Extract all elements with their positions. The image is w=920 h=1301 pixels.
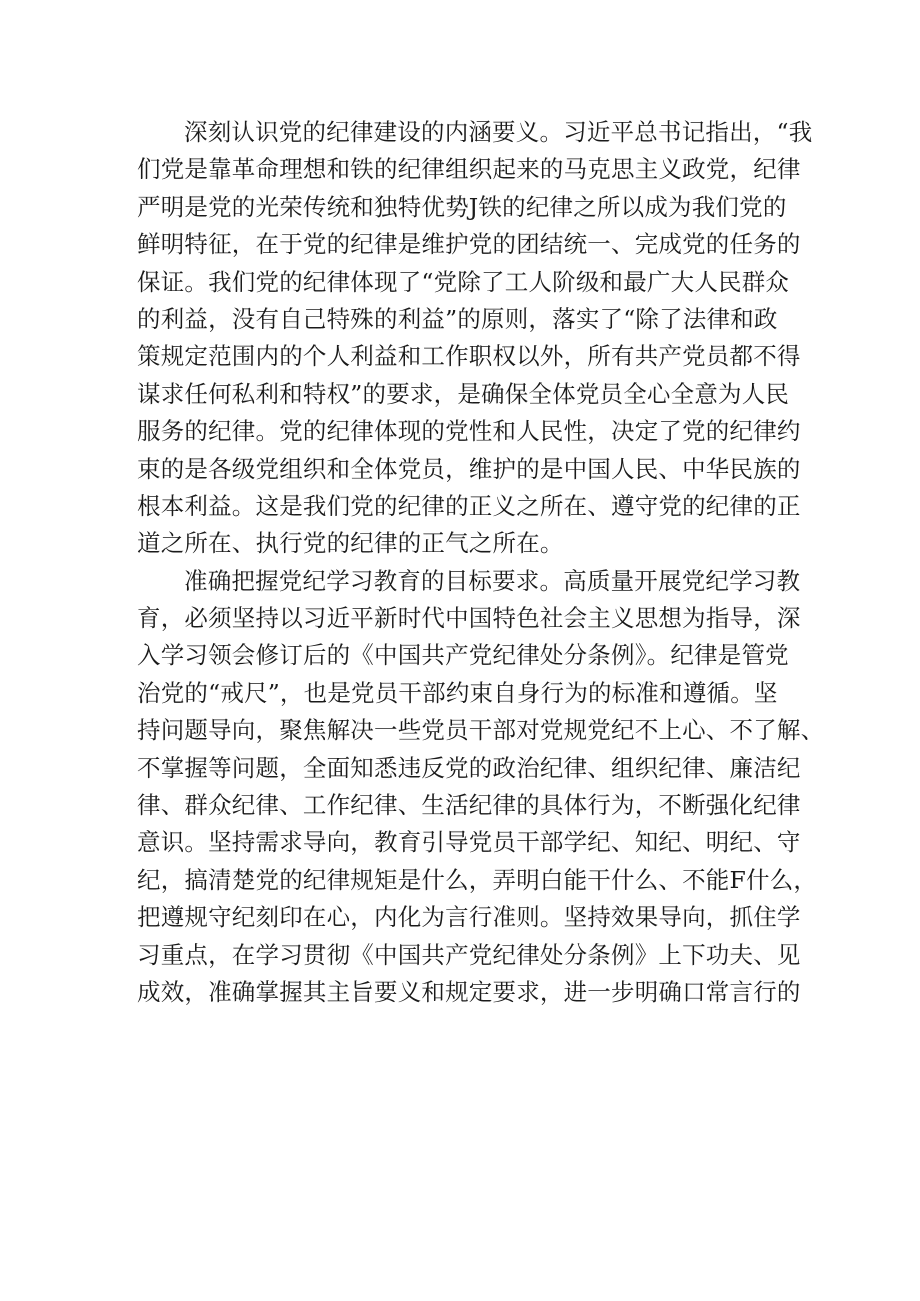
document-body xyxy=(137,114,825,1011)
paragraph-line: 持问题导向，聚焦解决一些党员干部对党规党纪不上心、不了解、 xyxy=(137,716,825,745)
paragraph-line: 深刻认识党的纪律建设的内涵要义。习近平总书记指出，“我 xyxy=(184,118,813,146)
paragraph-line: 束的是各级党组织和全体党员，维护的是中国人民、中华民族的 xyxy=(137,454,801,483)
paragraph-line: 准确把握党纪学习教育的目标要求。高质量开展党纪学习教 xyxy=(184,566,801,595)
paragraph-line: 成效，准确掌握其主旨要义和规定要求，进一步明确口常言行的 xyxy=(137,977,801,1006)
paragraph-line: 服务的纪律。党的纪律体现的党性和人民性，决定了党的纪律约 xyxy=(137,417,801,446)
paragraph-line: 根本利益。这是我们党的纪律的正义之所在、遵守党的纪律的正 xyxy=(137,491,801,520)
paragraph-1 xyxy=(137,114,813,563)
paragraph-line: 治党的“戒尺”，也是党员干部约束自身行为的标准和遵循。坚 xyxy=(137,678,778,707)
paragraph-line: 严明是党的光荣传统和独特优势J铁的纪律之所以成为我们党的 xyxy=(137,192,787,221)
paragraph-line: 习重点，在学习贯彻《中国共产党纪律处分条例》上下功夫、见 xyxy=(137,940,801,969)
paragraph-line: 的利益，没有自己特殊的利益”的原则，落实了“除了法律和政 xyxy=(137,304,778,333)
paragraph-line: 们党是靠革命理想和铁的纪律组织起来的马克思主义政党，纪律 xyxy=(137,155,801,184)
paragraph-line: 道之所在、执行党的纪律的正气之所在。 xyxy=(137,529,564,558)
paragraph-line: 不掌握等问题，全面知悉违反党的政治纪律、组织纪律、廉洁纪 xyxy=(137,753,801,782)
paragraph-line: 鲜明特征，在于党的纪律是维护党的团结统一、完成党的任务的 xyxy=(137,230,801,259)
paragraph-line: 保证。我们党的纪律体现了“党除了工人阶级和最广大人民群众 xyxy=(137,267,790,296)
paragraph-line: 策规定范围内的个人利益和工作职权以外，所有共产党员都不得 xyxy=(137,342,801,371)
paragraph-line: 谋求任何私利和特权”的要求，是确保全体党员全心全意为人民 xyxy=(137,379,790,408)
paragraph-line: 纪，搞清楚党的纪律规矩是什么，弄明白能干什么、不能F什么， xyxy=(137,865,818,894)
paragraph-line: 意识。坚持需求导向，教育引导党员干部学纪、知纪、明纪、守 xyxy=(137,828,801,857)
paragraph-line: 入学习领会修订后的《中国共产党纪律处分条例》。纪律是管党 xyxy=(137,641,789,670)
paragraph-line: 把遵规守纪刻印在心，内化为言行准则。坚持效果导向，抓住学 xyxy=(137,903,801,932)
paragraph-line: 育，必须坚持以习近平新时代中国特色社会主义思想为指导，深 xyxy=(137,604,801,633)
paragraph-line: 律、群众纪律、工作纪律、生活纪律的具体行为，不断强化纪律 xyxy=(137,791,801,820)
paragraph-2 xyxy=(137,563,825,1012)
